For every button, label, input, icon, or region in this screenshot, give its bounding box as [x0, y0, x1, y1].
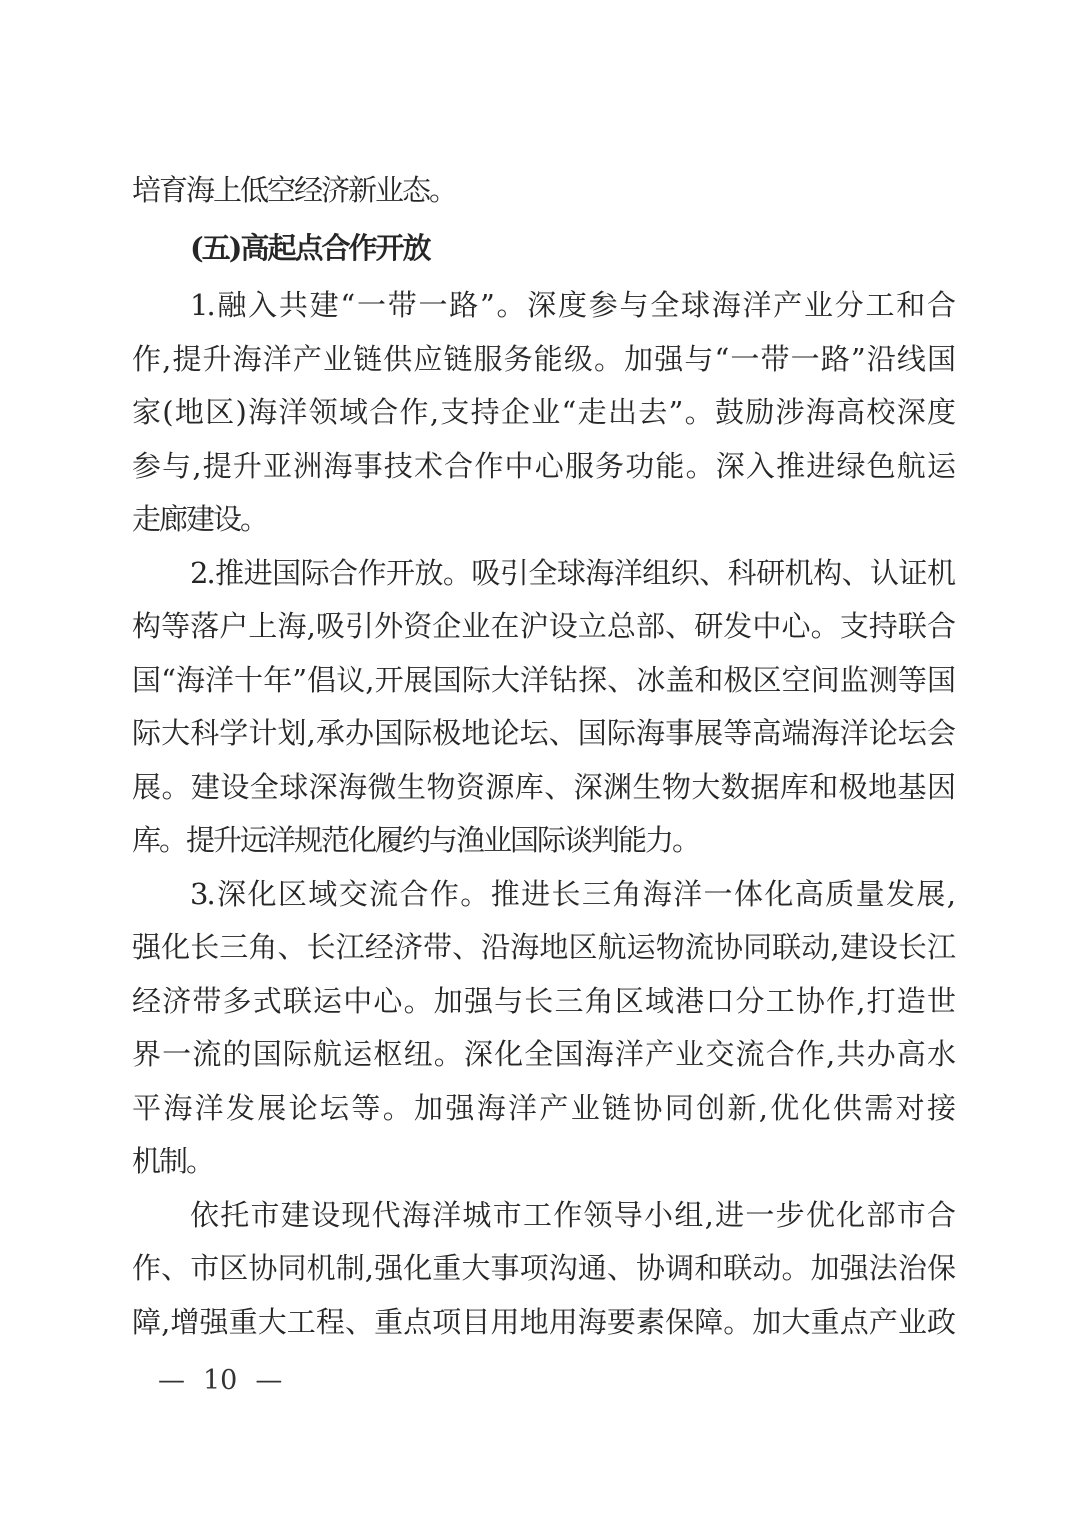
footer-dash-right: —: [255, 1364, 283, 1396]
text-line: 依托市建设现代海洋城市工作领导小组,进一步优化部市合: [190, 1197, 954, 1232]
text-line: 作,提升海洋产业链供应链服务能级。加强与“一带一路”沿线国: [132, 341, 954, 376]
text-line: 展。建设全球深海微生物资源库、深渊生物大数据库和极地基因: [132, 769, 954, 804]
text-line: 机制。: [132, 1144, 214, 1178]
text-line: 2.推进国际合作开放。吸引全球海洋组织、科研机构、认证机: [190, 555, 954, 590]
text-line: 3.深化区域交流合作。推进长三角海洋一体化高质量发展,: [190, 876, 954, 911]
text-line: 库。提升远洋规范化履约与渔业国际谈判能力。: [132, 823, 700, 857]
text-line: 障,增强重大工程、重点项目用地用海要素保障。加大重点产业政: [132, 1304, 954, 1339]
text-line: 构等落户上海,吸引外资企业在沪设立总部、研发中心。支持联合: [132, 609, 954, 643]
text-line: 强化长三角、长江经济带、沿海地区航运物流协同联动,建设长江: [132, 930, 954, 964]
text-line: 作、市区协同机制,强化重大事项沟通、协调和联动。加强法治保: [132, 1251, 954, 1285]
text-line: 际大科学计划,承办国际极地论坛、国际海事展等高端海洋论坛会: [132, 716, 954, 750]
text-line: 1.融入共建“一带一路”。深度参与全球海洋产业分工和合: [190, 288, 954, 322]
text-line: 平海洋发展论坛等。加强海洋产业链协同创新,优化供需对接: [132, 1090, 954, 1125]
text-line: 经济带多式联运中心。加强与长三角区域港口分工协作,打造世: [132, 983, 954, 1018]
text-line: 国“海洋十年”倡议,开展国际大洋钻探、冰盖和极区空间监测等国: [132, 662, 954, 697]
text-line: 走廊建设。: [132, 502, 268, 536]
section-heading: (五)高起点合作开放: [190, 230, 430, 265]
text-line: 家(地区)海洋领域合作,支持企业“走出去”。鼓励涉海高校深度: [132, 395, 954, 429]
page-footer: [158, 1358, 282, 1402]
footer-dash-left: —: [158, 1364, 185, 1396]
text-line: 参与,提升亚洲海事技术合作中心服务功能。深入推进绿色航运: [132, 448, 954, 483]
document-body: [132, 164, 954, 1349]
page-number: 10: [203, 1364, 238, 1396]
text-line: 界一流的国际航运枢纽。深化全国海洋产业交流合作,共办高水: [132, 1037, 954, 1071]
text-line: 培育海上低空经济新业态。: [132, 173, 457, 207]
